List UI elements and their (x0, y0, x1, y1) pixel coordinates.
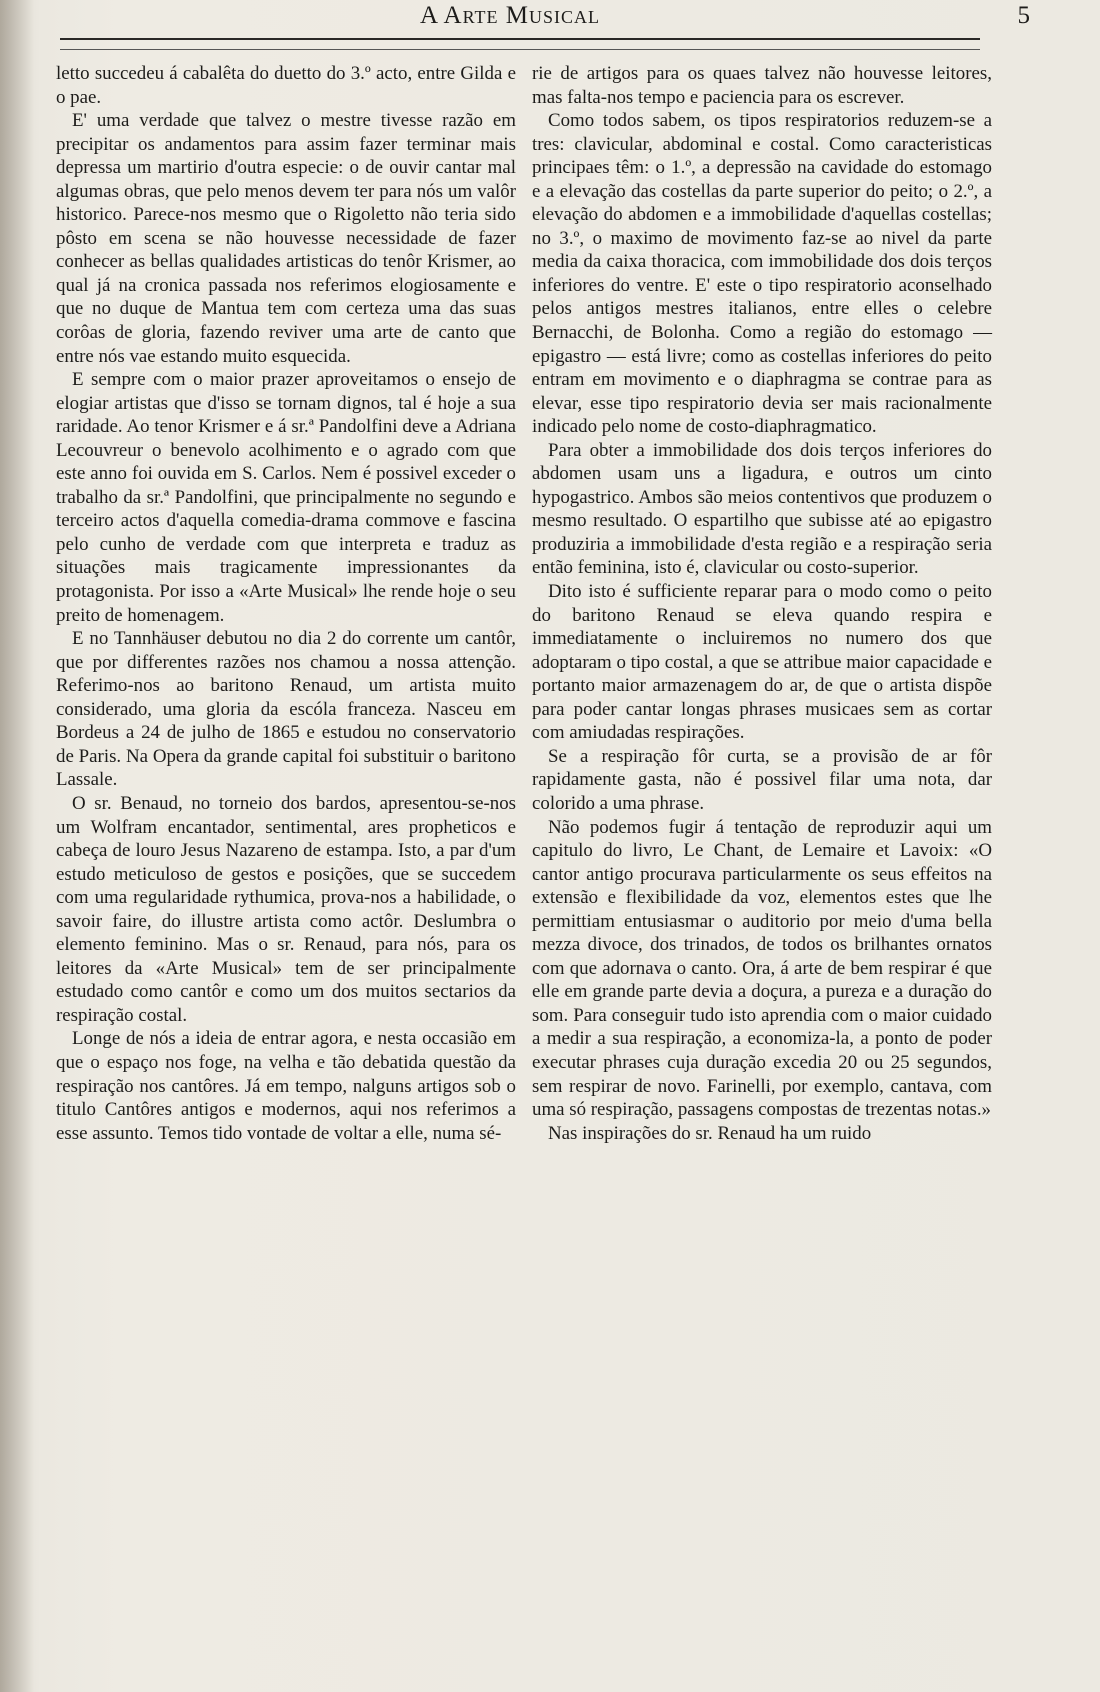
paragraph: Se a respiração fôr curta, se a provisão de ar fôr rapidamente gasta, não é possivel filar uma nota, dar colorido a uma phrase. (532, 745, 992, 814)
paragraph: Não podemos fugir á tentação de reproduzir aqui um capitulo do livro, Le Chant, de Lemaire et Lavoix: «O cantor antigo procurava particularmente os seus effeitos na extensão e flexibilidade da voz, elementos estes que lhe permittiam entusiasmar o auditorio por meio d'uma bella mezza divoce, dos trinados, de todos os brilhantes ornatos com que adornava o canto. Ora, á arte de bem respirar é que elle em grande parte devia a doçura, a pureza e a duração do som. Para conseguir tudo isto aprendia com o maior cuidado a medir a sua respiração, a economiza-la, a ponto de poder executar phrases cuja duração excedia 20 ou 25 segundos, sem respirar de novo. Farinelli, por exemplo, cantava, com uma só respiração, passagens compostas de trezentas notas.» (532, 816, 992, 1121)
paragraph: Como todos sabem, os tipos respiratorios reduzem-se a tres: clavicular, abdominal e costal. Como caracteristicas principaes têm: o 1.º, a depressão na cavidade do estomago e a elevação das costellas da parte superior do peito; o 2.º, a elevação do abdomen e a immobilidade d'aquellas costellas; no 3.º, o maximo de movimento faz-se ao nivel da parte media da caixa thoracica, com immobilidade dos dois terços inferiores do ventre. E' este o tipo respiratorio aconselhado pelos antigos mestres italianos, entre elles o celebre Bernacchi, de Bolonha. Como a região do estomago — epigastro — está livre; como as costellas inferiores do peito entram em movimento e o diaphragma se contrae para as elevar, esse tipo respiratorio devia ser mais racionalmente indicado pelo nome de costo-diaphragmatico. (532, 110, 992, 438)
left-column (56, 62, 516, 1145)
paragraph: rie de artigos para os quaes talvez não houvesse leitores, mas falta-nos tempo e paciencia para os escrever. (532, 63, 992, 108)
paragraph: E no Tannhäuser debutou no dia 2 do corrente um cantôr, que por differentes razões nos chamou a nossa attenção. Referimo-nos ao baritono Renaud, um artista muito considerado, uma gloria da escóla franceza. Nasceu em Bordeus a 24 de julho de 1865 e estudou no conservatorio de Paris. Na Opera da grande capital foi substituir o baritono Lassale. (56, 628, 516, 791)
paragraph: Dito isto é sufficiente reparar para o modo como o peito do baritono Renaud se eleva quando respira e immediatamente o incluiremos no numero dos que adoptaram o tipo costal, a que se attribue maior capacidade e portanto maior armazenagem do ar, de que o artista dispõe para poder cantar longas phrases musicaes sem as cortar com amiudadas respirações. (532, 581, 992, 744)
paragraph: Longe de nós a ideia de entrar agora, e nesta occasião em que o espaço nos foge, na velha e tão debatida questão da respiração nos cantôres. Já em tempo, nalguns artigos sob o titulo Cantôres antigos e modernos, aqui nos referimos a esse assunto. Temos tido vontade de voltar a elle, numa sé- (56, 1028, 516, 1144)
paragraph: letto succedeu á cabalêta do duetto do 3.º acto, entre Gilda e o pae. (56, 63, 516, 108)
header-rule-thin (60, 49, 980, 50)
right-column (532, 62, 992, 1145)
paragraph: E sempre com o maior prazer aproveitamos o ensejo de elogiar artistas que d'isso se tornam dignos, tal é hoje a sua raridade. Ao tenor Krismer e á sr.ª Pandolfini deve a Adriana Lecouvreur o benevolo acolhimento e o agrado com que este anno foi ouvida em S. Carlos. Nem é possivel exceder o trabalho da sr.ª Pandolfini, que principalmente no segundo e terceiro actos d'aquella comedia-drama commove e fascina pelo cunho de verdade com que interpreta e traduz as situações mais tragicamente impressionantes da protagonista. Por isso a «Arte Musical» lhe rende hoje o seu preito de homenagem. (56, 369, 516, 626)
paragraph: O sr. Benaud, no torneio dos bardos, apresentou-se-nos um Wolfram encantador, sentimental, ares propheticos e cabeça de louro Jesus Nazareno de estampa. Isto, a par d'um estudo meticuloso de gestos e posições, que se succedem com uma regularidade rythumica, prova-nos a habilidade, o savoir faire, do illustre artista como actôr. Deslumbra o elemento feminino. Mas o sr. Renaud, para nós, para os leitores da «Arte Musical» tem de ser principalmente estudado como cantôr e como um dos muitos sectarios da respiração costal. (56, 792, 516, 1026)
page-header (60, 2, 1060, 32)
binding-shadow (0, 0, 34, 1692)
running-title: A Arte Musical (420, 2, 600, 29)
paragraph: Nas inspirações do sr. Renaud ha um ruido (548, 1122, 872, 1144)
paragraph: E' uma verdade que talvez o mestre tivesse razão em precipitar os andamentos para assim fazer terminar mais depressa um martirio d'outra especie: o de ouvir cantar mal algumas obras, que pelo menos devem ter para nós um valôr historico. Parece-nos mesmo que o Rigoletto não teria sido pôsto em scena se não houvesse necessidade de fazer conhecer as bellas qualidades artisticas do tenôr Krismer, ao qual já na cronica passada nos referimos elogiosamente e que no duque de Mantua tem com certeza uma das suas corôas de gloria, fazendo reviver uma arte de canto que entre nós vae estando muito esquecida. (56, 110, 516, 367)
page-number: 5 (1017, 2, 1030, 29)
header-rule (60, 38, 980, 40)
paragraph: Para obter a immobilidade dos dois terços inferiores do abdomen usam uns a ligadura, e outros um cinto hypogastrico. Ambos são meios contentivos que produzem o mesmo resultado. O espartilho que subisse até ao epigastro produziria a immobilidade d'esta região e a respiração seria então feminina, isto é, clavicular ou costo-superior. (532, 439, 992, 579)
